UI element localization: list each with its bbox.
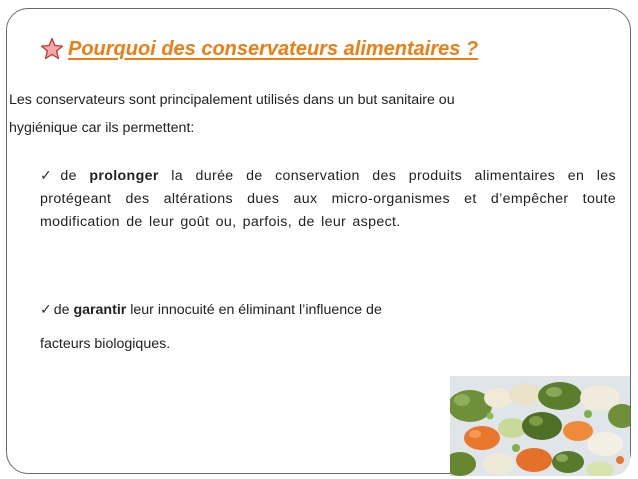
bullet-garantir-continuation: facteurs biologiques. (40, 336, 171, 352)
bullet-prolonger (40, 164, 616, 234)
slide-title: Pourquoi des conservateurs alimentaires ? (68, 37, 479, 60)
intro-line-1: Les conservateurs sont principalement utilisés dans un but sanitaire ou (9, 92, 455, 108)
checkmark-icon: ✓ (40, 301, 52, 317)
frozen-vegetables-photo (450, 376, 630, 476)
bullet-prefix: de (53, 302, 74, 318)
star-icon (40, 37, 64, 61)
bullet-text: leur innocuité en éliminant l’influence de (126, 302, 382, 318)
intro-paragraph (9, 86, 629, 142)
title-row (40, 34, 478, 64)
bullet-garantir (40, 295, 382, 324)
bullet-keyword: garantir (73, 302, 127, 318)
checkmark-icon: ✓ (40, 167, 59, 183)
intro-line-2: hygiénique car ils permettent: (9, 120, 195, 136)
bullet-prefix: de (60, 168, 90, 184)
bullet-text: la durée de conservation des produits alimentaires en les protégeant des altérations dues aux micro-organismes et d’empêcher toute modification de leur goût ou, parfois, de leur aspect. (40, 168, 616, 230)
bullet-keyword: prolonger (89, 168, 159, 184)
vegetables-illustration (450, 376, 630, 476)
